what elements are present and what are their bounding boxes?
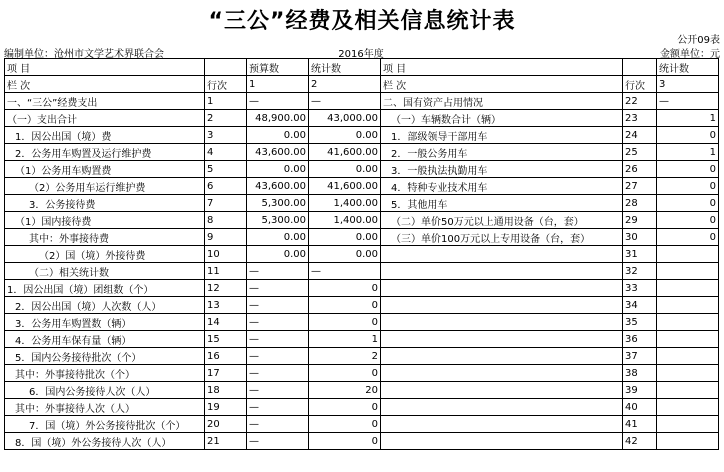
row-seq-right: 32	[623, 263, 657, 280]
row-label-right	[381, 280, 623, 297]
row-seq-right: 26	[623, 161, 657, 178]
table-row	[5, 433, 719, 450]
row-stat-left: 0	[309, 433, 381, 450]
row-label-right: 4．特种专业技术用车	[381, 178, 623, 195]
row-budget: —	[247, 314, 309, 331]
row-stat-right: 0	[657, 212, 719, 229]
row-stat-left: —	[309, 263, 381, 280]
row-budget: —	[247, 365, 309, 382]
row-seq-left: 15	[205, 331, 247, 348]
row-stat-right	[657, 280, 719, 297]
table-row	[5, 144, 719, 161]
row-seq-left: 16	[205, 348, 247, 365]
row-budget: —	[247, 93, 309, 110]
header-budget: 预算数	[247, 59, 309, 76]
row-stat-right: 0	[657, 178, 719, 195]
row-seq-left: 11	[205, 263, 247, 280]
row-seq-right: 27	[623, 178, 657, 195]
row-label-left: （2）国（境）外接待费	[5, 246, 205, 263]
row-seq-right: 22	[623, 93, 657, 110]
row-seq-left: 21	[205, 433, 247, 450]
row-seq-left: 18	[205, 382, 247, 399]
row-budget: —	[247, 416, 309, 433]
table-row	[5, 110, 719, 127]
row-stat-right	[657, 416, 719, 433]
row-label-left: 5．国内公务接待批次（个）	[5, 348, 205, 365]
row-stat-right	[657, 348, 719, 365]
row-seq-left: 19	[205, 399, 247, 416]
row-label-right	[381, 246, 623, 263]
row-budget: 43,600.00	[247, 144, 309, 161]
row-seq-right: 29	[623, 212, 657, 229]
row-stat-right	[657, 331, 719, 348]
row-seq-right: 33	[623, 280, 657, 297]
row-seq-left: 7	[205, 195, 247, 212]
row-label-right	[381, 365, 623, 382]
row-seq-right: 38	[623, 365, 657, 382]
row-label-left: 2．公务用车购置及运行维护费	[5, 144, 205, 161]
table-row	[5, 127, 719, 144]
header-item: 项 目	[5, 59, 205, 76]
table-row	[5, 399, 719, 416]
report-title: “三公”经费及相关信息统计表	[208, 9, 516, 34]
row-budget: 0.00	[247, 161, 309, 178]
row-label-left: 6．国内公务接待人次（人）	[5, 382, 205, 399]
row-stat-right: 1	[657, 110, 719, 127]
row-label-right	[381, 263, 623, 280]
row-stat-left: 2	[309, 348, 381, 365]
row-stat-right: 0	[657, 161, 719, 178]
row-stat-left: 0.00	[309, 246, 381, 263]
row-label-left: （二）相关统计数	[5, 263, 205, 280]
currency-unit: 金额单位：元	[660, 49, 720, 60]
row-budget: —	[247, 263, 309, 280]
row-seq-right: 39	[623, 382, 657, 399]
row-label-left: 3．公务接待费	[5, 195, 205, 212]
row-seq-right: 25	[623, 144, 657, 161]
row-stat-right	[657, 263, 719, 280]
row-seq-left: 13	[205, 297, 247, 314]
row-stat-left: 0	[309, 314, 381, 331]
row-stat-right	[657, 297, 719, 314]
row-seq-right: 42	[623, 433, 657, 450]
row-stat-left: 0	[309, 365, 381, 382]
row-seq-right: 24	[623, 127, 657, 144]
table-row	[5, 280, 719, 297]
row-stat-right	[657, 246, 719, 263]
header-col-1: 1	[247, 76, 309, 93]
table-row	[5, 263, 719, 280]
header-seq-right: 行次	[623, 76, 657, 93]
row-label-left: （1）公务用车购置费	[5, 161, 205, 178]
header-row-2	[5, 76, 719, 93]
row-seq-right: 41	[623, 416, 657, 433]
row-label-left: 一、“三公”经费支出	[5, 93, 205, 110]
row-seq-left: 10	[205, 246, 247, 263]
row-label-left: （一）支出合计	[5, 110, 205, 127]
table-row	[5, 365, 719, 382]
row-stat-right: 1	[657, 144, 719, 161]
table-row	[5, 161, 719, 178]
row-budget: —	[247, 382, 309, 399]
row-stat-left: 1	[309, 331, 381, 348]
row-stat-right	[657, 365, 719, 382]
row-budget: 5,300.00	[247, 212, 309, 229]
row-budget: —	[247, 297, 309, 314]
table-row	[5, 382, 719, 399]
row-label-right: （一）车辆数合计（辆）	[381, 110, 623, 127]
row-budget: —	[247, 433, 309, 450]
compiling-unit: 编制单位：沧州市文学艺术界联合会	[4, 49, 164, 60]
row-budget: —	[247, 399, 309, 416]
row-label-right: （三）单价100万元以上专用设备（台，套）	[381, 229, 623, 246]
table-row	[5, 314, 719, 331]
row-budget: —	[247, 331, 309, 348]
row-label-right	[381, 331, 623, 348]
row-label-right: 3．一般执法执勤用车	[381, 161, 623, 178]
row-label-right: 2．一般公务用车	[381, 144, 623, 161]
header-seq-blank	[205, 59, 247, 76]
header-row-1	[5, 59, 719, 76]
fiscal-year: 2016年度	[338, 49, 384, 60]
row-stat-left: 0	[309, 399, 381, 416]
row-label-left: 其中：外事接待人次（人）	[5, 399, 205, 416]
row-seq-left: 3	[205, 127, 247, 144]
header-stat: 统计数	[309, 59, 381, 76]
row-seq-left: 20	[205, 416, 247, 433]
row-seq-left: 12	[205, 280, 247, 297]
table-row	[5, 416, 719, 433]
header-col-2: 2	[309, 76, 381, 93]
row-budget: 0.00	[247, 127, 309, 144]
row-stat-right	[657, 314, 719, 331]
row-seq-left: 2	[205, 110, 247, 127]
row-label-left: 1．因公出国（境）团组数（个）	[5, 280, 205, 297]
row-budget: 0.00	[247, 229, 309, 246]
row-label-left: （1）国内接待费	[5, 212, 205, 229]
row-label-left: 7．国（境）外公务接待批次（个）	[5, 416, 205, 433]
row-stat-right: —	[657, 93, 719, 110]
row-seq-left: 1	[205, 93, 247, 110]
row-label-left: 其中：外事接待批次（个）	[5, 365, 205, 382]
table-row	[5, 297, 719, 314]
table-row	[5, 348, 719, 365]
row-label-left: 3．公务用车购置数（辆）	[5, 314, 205, 331]
row-stat-left: 0.00	[309, 127, 381, 144]
header-column-right: 栏 次	[381, 76, 623, 93]
header-item-right: 项 目	[381, 59, 623, 76]
report-meta	[4, 44, 720, 58]
row-seq-right: 40	[623, 399, 657, 416]
row-seq-right: 35	[623, 314, 657, 331]
row-label-right	[381, 416, 623, 433]
row-stat-left: 20	[309, 382, 381, 399]
row-seq-left: 5	[205, 161, 247, 178]
row-label-right	[381, 314, 623, 331]
row-label-right	[381, 348, 623, 365]
row-stat-right: 0	[657, 127, 719, 144]
row-seq-left: 6	[205, 178, 247, 195]
row-label-right: 5．其他用车	[381, 195, 623, 212]
row-stat-left: 0	[309, 280, 381, 297]
row-seq-right: 31	[623, 246, 657, 263]
row-label-left: （2）公务用车运行维护费	[5, 178, 205, 195]
row-label-right	[381, 399, 623, 416]
row-stat-right	[657, 433, 719, 450]
row-label-left: 2．因公出国（境）人次数（人）	[5, 297, 205, 314]
table-row	[5, 246, 719, 263]
row-budget: 48,900.00	[247, 110, 309, 127]
header-seq: 行次	[205, 76, 247, 93]
row-label-left: 8．国（境）外公务接待人次（人）	[5, 433, 205, 450]
row-stat-left: —	[309, 93, 381, 110]
row-stat-right: 0	[657, 195, 719, 212]
row-stat-left: 1,400.00	[309, 195, 381, 212]
table-row	[5, 178, 719, 195]
row-budget: 5,300.00	[247, 195, 309, 212]
row-seq-left: 8	[205, 212, 247, 229]
row-stat-left: 0.00	[309, 161, 381, 178]
row-label-left: 4．公务用车保有量（辆）	[5, 331, 205, 348]
header-seq-blank-right	[623, 59, 657, 76]
row-seq-right: 28	[623, 195, 657, 212]
table-row	[5, 229, 719, 246]
table-code: 公开09表	[677, 35, 720, 46]
table-row	[5, 93, 719, 110]
row-budget: 0.00	[247, 246, 309, 263]
row-seq-left: 9	[205, 229, 247, 246]
row-stat-left: 0	[309, 297, 381, 314]
row-label-right	[381, 433, 623, 450]
row-stat-left: 0.00	[309, 229, 381, 246]
row-stat-left: 41,600.00	[309, 178, 381, 195]
header-stat-right: 统计数	[657, 59, 719, 76]
row-seq-right: 37	[623, 348, 657, 365]
row-seq-left: 17	[205, 365, 247, 382]
table-row	[5, 331, 719, 348]
row-budget: —	[247, 280, 309, 297]
row-label-left: 其中：外事接待费	[5, 229, 205, 246]
row-seq-right: 34	[623, 297, 657, 314]
row-stat-left: 1,400.00	[309, 212, 381, 229]
header-col-3: 3	[657, 76, 719, 93]
row-label-right: 1．部级领导干部用车	[381, 127, 623, 144]
row-label-right	[381, 382, 623, 399]
row-stat-left: 0	[309, 416, 381, 433]
row-label-left: 1．因公出国（境）费	[5, 127, 205, 144]
row-seq-right: 30	[623, 229, 657, 246]
row-seq-right: 36	[623, 331, 657, 348]
row-label-right	[381, 297, 623, 314]
table-row	[5, 195, 719, 212]
table-row	[5, 212, 719, 229]
row-seq-right: 23	[623, 110, 657, 127]
row-seq-left: 14	[205, 314, 247, 331]
row-budget: 43,600.00	[247, 178, 309, 195]
row-stat-left: 41,600.00	[309, 144, 381, 161]
row-stat-left: 43,000.00	[309, 110, 381, 127]
header-column: 栏 次	[5, 76, 205, 93]
row-budget: —	[247, 348, 309, 365]
row-stat-right: 0	[657, 229, 719, 246]
row-label-right: 二、国有资产占用情况	[381, 93, 623, 110]
statistics-table	[4, 58, 719, 450]
row-seq-left: 4	[205, 144, 247, 161]
row-stat-right	[657, 399, 719, 416]
row-stat-right	[657, 382, 719, 399]
row-label-right: （二）单价50万元以上通用设备（台，套）	[381, 212, 623, 229]
